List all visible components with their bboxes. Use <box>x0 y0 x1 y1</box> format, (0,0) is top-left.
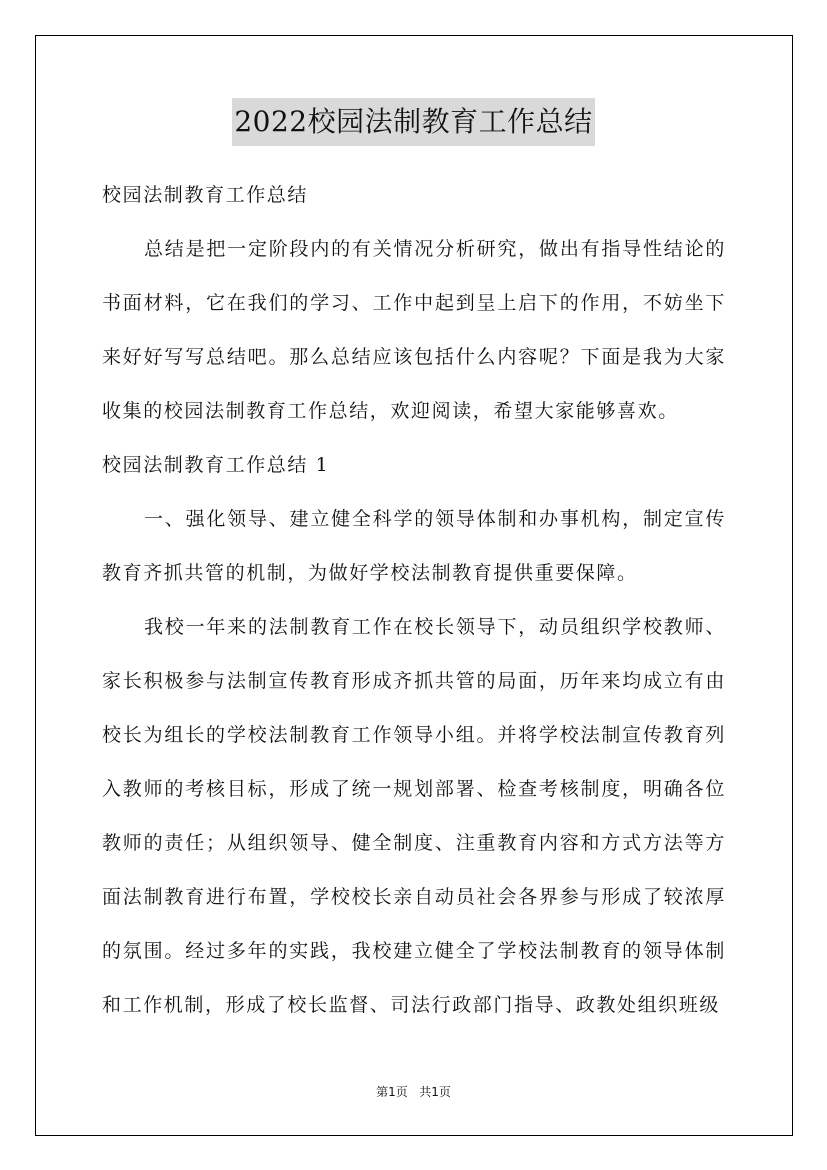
title-container <box>0 98 827 146</box>
section-heading: 校园法制教育工作总结 <box>102 184 309 206</box>
section-heading-1: 校园法制教育工作总结 1 <box>102 454 330 476</box>
body-paragraph-1: 一、强化领导、建立健全科学的领导体制和办事机构，制定宣传教育齐抓共管的机制，为做好学校法制教育提供重要保障。 <box>102 508 726 584</box>
document-body <box>102 168 726 1032</box>
document-title: 2022校园法制教育工作总结 <box>232 98 594 146</box>
page-total: 共1页 <box>419 1085 451 1099</box>
page-number: 第1页 <box>376 1085 408 1099</box>
intro-paragraph: 总结是把一定阶段内的有关情况分析研究，做出有指导性结论的书面材料，它在我们的学习、工作中起到呈上启下的作用，不妨坐下来好好写写总结吧。那么总结应该包括什么内容呢？下面是我为大家收集的校园法制教育工作总结，欢迎阅读，希望大家能够喜欢。 <box>102 238 726 422</box>
body-paragraph-2: 我校一年来的法制教育工作在校长领导下，动员组织学校教师、家长积极参与法制宣传教育形成齐抓共管的局面，历年来均成立有由校长为组长的学校法制教育工作领导小组。并将学校法制宣传教育列入教师的考核目标，形成了统一规划部署、检查考核制度，明确各位教师的责任；从组织领导、健全制度、注重教育内容和方式方法等方面法制教育进行布置，学校校长亲自动员社会各界参与形成了较浓厚的氛围。经过多年的实践，我校建立健全了学校法制教育的领导体制和工作机制，形成了校长监督、司法行政部门指导、政教处组织班级 <box>102 616 726 1016</box>
page-footer <box>0 1083 827 1101</box>
